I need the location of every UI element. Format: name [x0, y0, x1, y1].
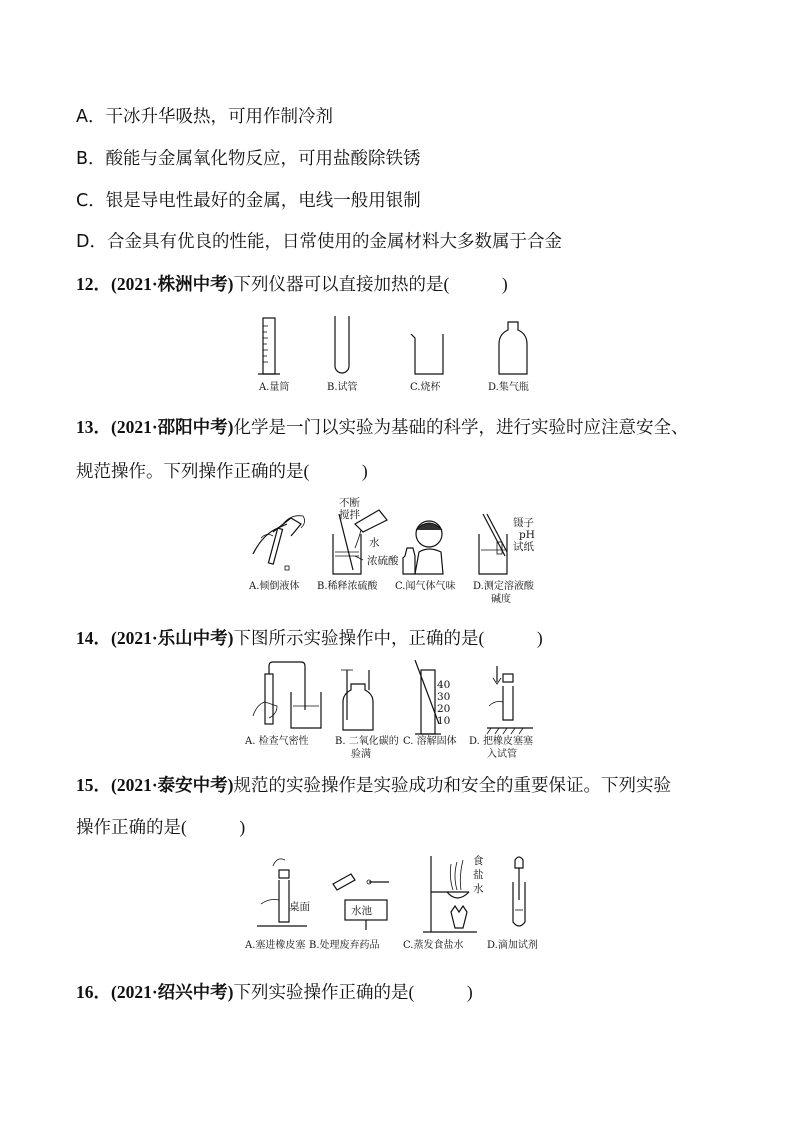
label-yan: 盐	[473, 869, 484, 881]
dissolving-solid-icon	[415, 660, 450, 734]
option-d-text: D．合金具有优良的性能，日常使用的金属材料大多数属于合金	[76, 232, 562, 252]
question-source: (2021·泰安中考)	[111, 775, 234, 795]
option-a	[76, 105, 333, 129]
option-b-text: B．酸能与金属氧化物反应，可用盐酸除铁锈	[76, 149, 421, 169]
caption-c: C. 溶解固体	[403, 736, 457, 747]
answer-blank: ( )	[478, 628, 543, 648]
graduated-cylinder-icon	[258, 318, 280, 374]
label-stir-2: 搅拌	[339, 509, 360, 521]
question-number: 13．	[76, 417, 111, 437]
question-number: 15．	[76, 775, 111, 795]
caption-a: A.塞进橡皮塞	[245, 940, 306, 951]
option-b	[76, 147, 421, 171]
ph-test-icon	[479, 514, 535, 574]
label-shui: 水	[473, 883, 484, 895]
label-sink: 水池	[351, 905, 372, 917]
figure-q14	[243, 660, 543, 760]
answer-blank: ( )	[408, 982, 473, 1002]
figure-q12	[255, 312, 545, 396]
question-number: 14．	[76, 628, 111, 648]
caption-b: B.试管	[327, 382, 358, 393]
option-c-text: C．银是导电性最好的金属，电线一般用银制	[76, 191, 421, 211]
figure-q13	[243, 494, 543, 606]
caption-c: C.蒸发食盐水	[403, 940, 464, 951]
smelling-gas-icon	[403, 521, 443, 574]
label-water: 水	[369, 537, 380, 549]
option-d	[76, 230, 562, 254]
waste-disposal-icon	[333, 874, 389, 930]
caption-a: A.量筒	[259, 382, 290, 393]
option-a-text: A．干冰升华吸热，可用作制冷剂	[76, 107, 333, 127]
caption-a: A. 检查气密性	[245, 736, 309, 747]
tick-40: 40	[437, 679, 451, 691]
question-stem: 下图所示实验操作中，正确的是	[233, 629, 479, 649]
label-stir-1: 不断	[339, 497, 360, 509]
beaker-icon	[411, 334, 443, 374]
caption-b: B.处理废弃药品	[309, 940, 380, 951]
label-table: 桌面	[289, 901, 310, 913]
question-12	[76, 272, 508, 297]
co2-full-test-icon	[341, 670, 373, 730]
option-c	[76, 189, 421, 213]
question-source: (2021·绍兴中考)	[111, 982, 234, 1002]
question-stem: 规范的实验操作是实验成功和安全的重要保证。下列实验	[233, 776, 671, 796]
question-source: (2021·株洲中考)	[111, 274, 234, 294]
question-number: 16．	[76, 982, 111, 1002]
question-source: (2021·邵阳中考)	[111, 417, 234, 437]
caption-c: C.闻气体气味	[395, 581, 456, 592]
stopper-insert-icon	[487, 666, 533, 734]
pouring-liquid-icon	[253, 516, 305, 570]
caption-d: D.集气瓶	[488, 382, 529, 393]
figure-q15	[243, 852, 553, 954]
test-tube-icon	[335, 316, 349, 373]
caption-d-2: 入试管	[487, 749, 517, 760]
answer-blank: ( )	[181, 817, 246, 837]
question-stem-continued: 操作正确的是	[76, 818, 181, 838]
question-number: 12．	[76, 274, 111, 294]
label-tweezers: 镊子	[513, 517, 534, 529]
gas-bottle-icon	[499, 322, 527, 374]
caption-d: D. 把橡皮塞塞	[469, 736, 534, 747]
label-shi: 食	[473, 855, 484, 867]
answer-blank: ( )	[303, 461, 368, 481]
label-acid: 浓硫酸	[367, 555, 399, 567]
label-ph: pH	[519, 529, 535, 541]
caption-b: B. 二氧化碳的	[335, 736, 399, 747]
question-15-continued	[76, 815, 245, 840]
question-14	[76, 626, 543, 651]
question-stem: 下列实验操作正确的是	[233, 983, 409, 1003]
question-stem-continued: 规范操作。下列操作正确的是	[76, 462, 304, 482]
caption-b-2: 验满	[351, 749, 371, 760]
question-13-continued	[76, 459, 368, 484]
caption-c: C.烧杯	[410, 382, 441, 393]
stopper-on-table-icon	[257, 859, 310, 926]
question-13	[76, 415, 689, 440]
caption-b: B.稀释浓硫酸	[317, 581, 378, 592]
caption-d: D.滴加试剂	[487, 940, 538, 951]
tick-20: 20	[437, 703, 451, 715]
caption-d: D.测定溶液酸	[473, 581, 534, 592]
label-paper: 试纸	[513, 541, 534, 553]
question-stem: 下列仪器可以直接加热的是	[233, 275, 444, 295]
question-16	[76, 980, 473, 1005]
tick-30: 30	[437, 691, 451, 703]
caption-a: A.倾倒液体	[249, 581, 300, 592]
answer-blank: ( )	[443, 274, 508, 294]
tick-10: 10	[437, 715, 451, 727]
diluting-acid-icon	[333, 496, 399, 574]
question-stem: 化学是一门以实验为基础的科学，进行实验时应注意安全、	[233, 418, 689, 438]
question-source: (2021·乐山中考)	[111, 628, 234, 648]
airtightness-check-icon	[253, 662, 321, 728]
evaporation-icon	[423, 854, 484, 932]
dropper-icon	[513, 857, 525, 926]
question-15	[76, 773, 671, 798]
caption-d-2: 碱度	[491, 594, 511, 605]
